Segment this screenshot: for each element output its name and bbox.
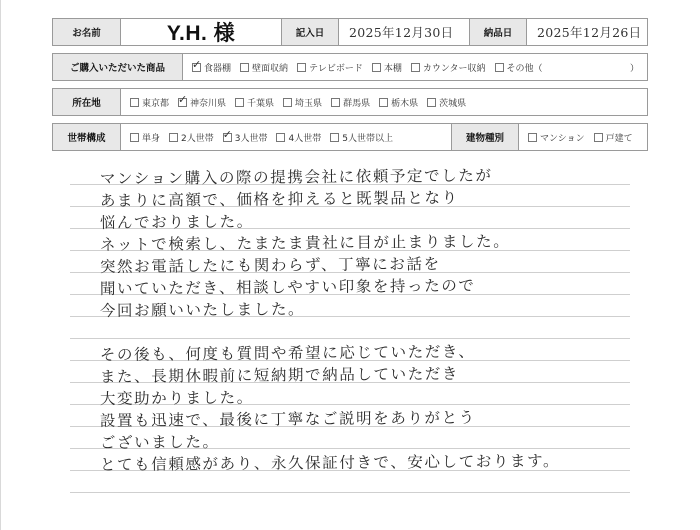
delivery-date-value: 2025年12月26日 (537, 25, 642, 40)
checkbox[interactable] (427, 98, 436, 107)
name-label: お名前 (53, 19, 121, 45)
location-option[interactable] (235, 96, 274, 109)
location-option[interactable] (283, 96, 322, 109)
name-date-row (52, 18, 648, 46)
location-option-label: 神奈川県 (190, 98, 227, 109)
product-option-label: 本棚 (383, 63, 402, 74)
products-row (52, 53, 648, 81)
delivery-date-label: 納品日 (469, 19, 527, 45)
check-mark-icon: ✓ (178, 92, 188, 106)
checkbox[interactable] (330, 133, 339, 142)
product-option[interactable] (495, 61, 543, 74)
location-option[interactable] (427, 96, 466, 109)
product-option[interactable] (372, 61, 402, 74)
checkbox[interactable] (178, 92, 188, 107)
product-option[interactable] (411, 61, 486, 74)
product-option-label: カウンター収納 (422, 63, 486, 74)
checkbox[interactable] (594, 133, 603, 142)
location-option[interactable] (178, 92, 227, 109)
product-option-label: 食器棚 (204, 63, 232, 74)
checkbox[interactable] (411, 63, 420, 72)
product-option-label: 壁面収納 (252, 63, 289, 74)
checkbox[interactable] (331, 98, 340, 107)
checkbox[interactable] (495, 63, 504, 72)
comment-area (70, 166, 630, 496)
checkbox[interactable] (169, 133, 178, 142)
check-mark-icon: ✓ (222, 127, 232, 141)
handwritten-comment-line: 大変助かりました。 (99, 388, 254, 409)
handwritten-comment-line: その後も、何度も質問や希望に応じていただき、 (99, 342, 476, 365)
handwritten-comment-line: 突然お電話したにも関わらず、丁寧にお話を (99, 255, 441, 277)
building-options (519, 131, 633, 144)
household-option[interactable] (130, 131, 160, 144)
product-option[interactable] (192, 57, 232, 74)
handwritten-comment-line: 設置も迅速で、最後に丁寧なご説明をありがとう (99, 408, 476, 431)
checkbox[interactable] (283, 98, 292, 107)
household-option[interactable] (276, 131, 321, 144)
handwritten-comment-line: 今回お願いいたしました。 (99, 300, 306, 321)
location-option-label: 栃木県 (391, 98, 419, 109)
customer-name: Y.H. 様 (166, 22, 236, 45)
product-option-label: テレビボード (309, 63, 363, 74)
customer-survey-form (52, 18, 652, 530)
building-label: 建物種別 (451, 124, 519, 150)
household-option-label: 3人世帯 (234, 133, 268, 144)
entry-date-label: 記入日 (281, 19, 339, 45)
ruled-line (70, 338, 630, 339)
building-option[interactable] (528, 131, 585, 144)
product-option[interactable] (297, 61, 363, 74)
location-options (121, 92, 467, 109)
location-option-label: 埼玉県 (295, 98, 323, 109)
checkbox[interactable] (222, 127, 232, 142)
products-label: ご購入いただいた商品 (53, 54, 183, 80)
location-option-label: 群馬県 (343, 98, 371, 109)
household-label: 世帯構成 (53, 124, 121, 150)
entry-date-value: 2025年12月30日 (349, 25, 454, 40)
product-option[interactable] (240, 61, 288, 74)
handwritten-comment-line: また、長期休暇前に短納期で納品していただき (99, 364, 460, 387)
household-option-label: 5人世帯以上 (342, 133, 393, 144)
checkbox[interactable] (528, 133, 537, 142)
checkbox[interactable] (372, 63, 381, 72)
products-other-close: ） (629, 63, 639, 74)
location-label: 所在地 (53, 89, 121, 115)
checkbox[interactable] (192, 57, 202, 72)
household-option-label: 4人世帯 (288, 133, 322, 144)
location-option[interactable] (331, 96, 370, 109)
scan-edge (0, 0, 1, 530)
checkbox[interactable] (240, 63, 249, 72)
checkbox[interactable] (276, 133, 285, 142)
location-option[interactable] (379, 96, 418, 109)
building-option-label: マンション (540, 133, 585, 144)
handwritten-comment-line: ございました。 (99, 432, 220, 453)
check-mark-icon: ✓ (192, 57, 202, 71)
handwritten-comment-line: ネットで検索し、たまたま貴社に目が止まりました。 (99, 232, 511, 255)
household-option[interactable] (330, 131, 393, 144)
household-option[interactable] (169, 131, 214, 144)
building-option-label: 戸建て (605, 133, 633, 144)
handwritten-comment-line: マンション購入の際の提携会社に依頼予定でしたが (99, 166, 493, 189)
checkbox[interactable] (130, 98, 139, 107)
location-row (52, 88, 648, 116)
location-option-label: 東京都 (142, 98, 170, 109)
handwritten-comment-line: 悩んでおりました。 (99, 212, 254, 233)
household-options (121, 127, 451, 144)
checkbox[interactable] (297, 63, 306, 72)
handwritten-comment-line: 聞いていただき、相談しやすい印象を持ったので (99, 276, 476, 299)
building-option[interactable] (594, 131, 633, 144)
household-option-label: 単身 (142, 133, 161, 144)
checkbox[interactable] (379, 98, 388, 107)
location-option-label: 千葉県 (247, 98, 275, 109)
handwritten-comment-line: とても信頼感があり、永久保証付きで、安心しております。 (99, 451, 561, 475)
household-option-label: 2人世帯 (181, 133, 214, 144)
checkbox[interactable] (130, 133, 139, 142)
ruled-line (70, 492, 630, 493)
products-options (183, 57, 630, 74)
handwritten-comment-line: あまりに高額で、価格を抑えると既製品となり (99, 188, 459, 211)
household-row (52, 123, 648, 151)
product-option-label: その他（ (506, 63, 543, 74)
household-option[interactable] (222, 127, 268, 144)
location-option[interactable] (130, 96, 169, 109)
location-option-label: 茨城県 (439, 98, 467, 109)
checkbox[interactable] (235, 98, 244, 107)
